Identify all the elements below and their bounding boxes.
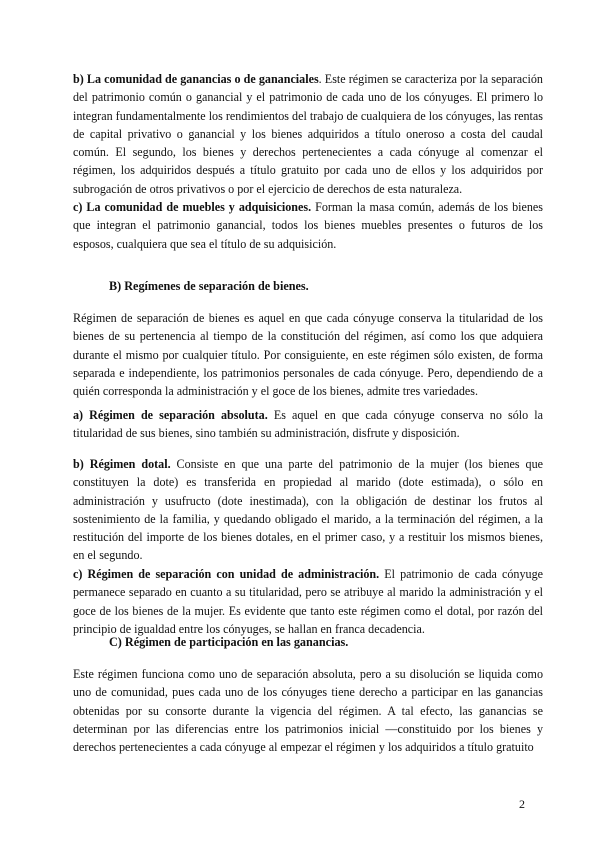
- paragraph-lead: a) Régimen de separación absoluta.: [73, 408, 268, 422]
- page-number: 2: [519, 797, 525, 811]
- paragraph-lead: c) La comunidad de muebles y adquisiciones.: [73, 200, 312, 214]
- paragraph-body: . Este régimen se caracteriza por la separación del patrimonio común o ganancial y el patrimonio de cada uno de los cónyuges. El primero lo integran fundamentalmente los rendimientos del trabajo de cualquiera de los cónyuges, las rentas de capital privativo o ganancial y los bienes adquiridos a título oneroso a costa del caudal común. El segundo, los bienes y derechos pertenecientes a cada cónyuge al comenzar el régimen, los adquiridos después a título gratuito por cada uno de ellos y los adquiridos por subrogación de otros privativos o por el ejercicio de derechos de esta naturaleza.: [73, 72, 543, 196]
- paragraph-comunidad-gananciales: [73, 70, 543, 198]
- paragraph-body: Régimen de separación de bienes es aquel en que cada cónyuge conserva la titularidad de los bienes de su pertenencia al tiempo de la constitución del régimen, así como los que adquiera durante el mismo por cualquier título. Por consiguiente, en este régimen sólo existen, de forma separada e independiente, los patrimonios personales de cada cónyuge. Pero, dependiendo de a quién corresponda la administración y el goce de los bienes, admite tres variedades.: [73, 311, 543, 399]
- paragraph-separacion-intro: [73, 309, 543, 400]
- paragraph-regimen-dotal: [73, 455, 543, 565]
- paragraph-body: Consiste en que una parte del patrimonio de la mujer (los bienes que constituyen la dote) es transferida en propiedad al marido (dote estimada), o sólo en administración y usufructo (dote inestimada), con la obligación de destinar los frutos al sostenimiento de la familia, y quedando obligado el marido, a la terminación del régimen, a la restitución del importe de los bienes dotales, en el primer caso, y a restituir los mismos bienes, en el segundo.: [73, 457, 543, 563]
- paragraph-lead: c) Régimen de separación con unidad de administración.: [73, 567, 380, 581]
- paragraph-participacion: [73, 665, 543, 756]
- paragraph-lead: b) La comunidad de ganancias o de gananciales: [73, 72, 319, 86]
- section-heading-separacion: B) Regímenes de separación de bienes.: [109, 279, 309, 293]
- paragraph-separacion-absoluta: [73, 406, 543, 443]
- section-heading-participacion: C) Régimen de participación en las ganancias.: [109, 635, 349, 649]
- paragraph-lead: b) Régimen dotal.: [73, 457, 171, 471]
- paragraph-body: El patrimonio de cada cónyuge permanece separado en cuanto a su titularidad, pero se atribuye al marido la administración y el goce de los bienes de la mujer. Es evidente que tanto este régimen como el dotal, por razón del principio de igualdad entre los cónyuges, se hallan en franca decadencia.: [73, 567, 543, 636]
- paragraph-comunidad-muebles: [73, 198, 543, 253]
- paragraph-body: Es aquel en que cada cónyuge conserva no sólo la titularidad de sus bienes, sino también su administración, disfrute y disposición.: [73, 408, 543, 441]
- paragraph-body: Forman la masa común, además de los bienes que integran el patrimonio ganancial, todos los bienes muebles presentes o futuros de los esposos, cualquiera que sea el título de su adquisición.: [73, 200, 543, 251]
- paragraph-unidad-administracion: [73, 565, 543, 638]
- paragraph-body: Este régimen funciona como uno de separación absoluta, pero a su disolución se liquida como uno de comunidad, pues cada uno de los cónyuges tiene derecho a participar en las ganancias obtenidas por su consorte durante la vigencia del régimen. A tal efecto, las ganancias se determinan por las diferencias entre los patrimonios inicial —constituido por los bienes y derechos pertenecientes a cada cónyuge al empezar el régimen y los adquiridos a título gratuito: [73, 667, 543, 755]
